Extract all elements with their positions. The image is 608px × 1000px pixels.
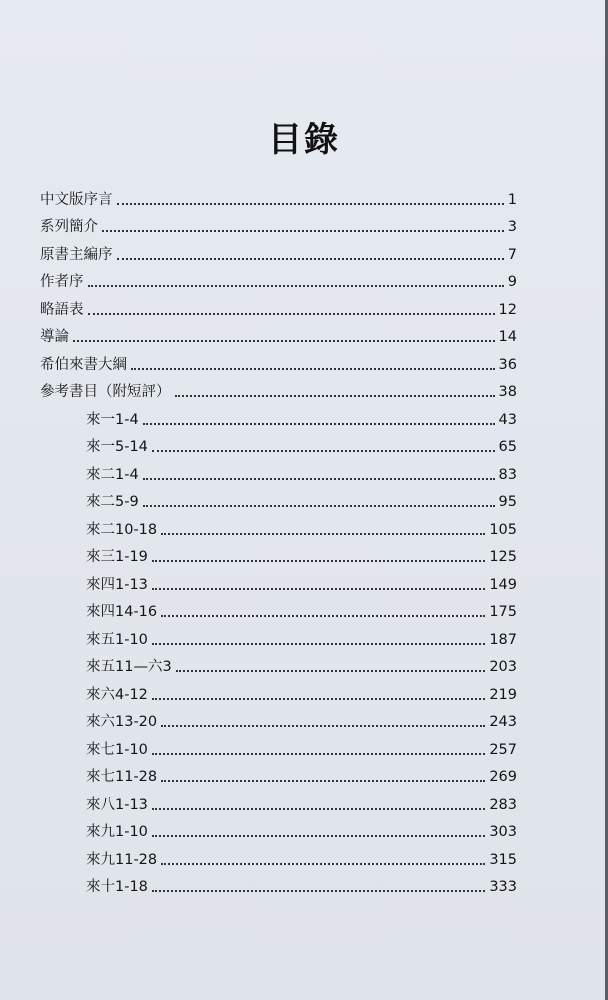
toc-entry-page-number: 125 [489,549,517,565]
toc-entry-page-number: 36 [498,356,517,373]
toc-entry-page-number: 83 [498,466,517,483]
toc-entry [86,621,517,649]
dot-leader [175,395,495,397]
dot-leader [152,808,485,810]
dot-leader [152,588,485,590]
dot-leader [143,505,495,507]
toc-entry [40,209,517,237]
dot-leader [117,258,504,260]
toc-entry-page-number: 9 [507,274,517,290]
dot-leader [143,478,495,480]
toc-entry-label: 參考書目（附短評） [40,384,171,400]
toc-entry [86,649,517,677]
dot-leader [161,533,485,535]
dot-leader [102,230,504,232]
toc-entry-page-number: 12 [498,301,517,318]
dot-leader [152,890,485,892]
toc-entry [40,346,517,374]
toc-entry-page-number: 14 [498,329,517,345]
toc-entry-page-number: 303 [489,824,517,840]
toc-entry-label: 來十1-18 [86,879,148,895]
toc-entry [40,181,517,209]
table-of-contents [0,181,608,896]
dot-leader [88,313,495,315]
toc-entry [86,731,517,759]
toc-entry-page-number: 187 [489,631,517,648]
toc-entry-label: 來五1-10 [86,631,148,648]
toc-entry-page-number: 257 [489,741,517,758]
toc-entry-label: 中文版序言 [40,191,113,208]
toc-entry-label: 系列簡介 [40,219,98,235]
dot-leader [161,780,485,782]
dot-leader [161,615,485,617]
dot-leader [152,450,495,452]
toc-entry [86,566,517,594]
toc-entry-label: 略語表 [40,301,84,318]
toc-entry-label: 來四1-13 [86,576,148,593]
toc-entry-label: 來二10-18 [86,521,158,538]
toc-entry [86,484,517,512]
toc-entry-label: 原書主編序 [40,246,113,263]
toc-entry-page-number: 149 [489,576,517,593]
toc-entry-page-number: 243 [489,714,517,730]
toc-entry-page-number: 95 [498,494,517,510]
toc-entry-page-number: 1 [507,191,517,208]
dot-leader [152,835,485,837]
toc-entry [86,594,517,622]
toc-entry-page-number: 3 [507,219,517,235]
toc-entry-page-number: 43 [498,411,517,428]
toc-entry [40,319,517,347]
dot-leader [161,863,485,865]
toc-entry-label: 來七11-28 [86,769,158,785]
toc-entry [86,869,517,897]
toc-entry-label: 來二5-9 [86,494,139,510]
toc-entry [40,291,517,319]
toc-entry-page-number: 105 [489,521,517,538]
toc-entry-label: 來六4-12 [86,686,148,703]
toc-entry-page-number: 283 [489,796,517,813]
toc-entry-label: 導論 [40,329,69,345]
toc-entry-page-number: 315 [489,851,517,868]
toc-entry-label: 來九11-28 [86,851,158,868]
toc-entry [86,401,517,429]
toc-entry [86,676,517,704]
toc-entry-page-number: 7 [507,246,517,263]
dot-leader [131,368,495,370]
toc-entry-page-number: 38 [498,384,517,400]
toc-entry-page-number: 65 [498,439,517,455]
toc-entry-page-number: 269 [489,769,517,785]
toc-entry-label: 作者序 [40,274,84,290]
dot-leader [161,725,485,727]
dot-leader [117,203,504,205]
dot-leader [152,753,485,755]
dot-leader [143,423,495,425]
toc-entry-label: 希伯來書大綱 [40,356,127,373]
toc-entry-page-number: 175 [489,604,517,620]
toc-entry [86,814,517,842]
dot-leader [88,285,504,287]
dot-leader [152,698,485,700]
toc-entry [86,456,517,484]
toc-entry [40,264,517,292]
page-title: 目錄 [268,120,340,160]
toc-entry [40,374,517,402]
toc-entry-label: 來三1-19 [86,549,148,565]
toc-entry [86,786,517,814]
toc-entry-label: 來五11—六3 [86,659,172,675]
toc-entry [86,429,517,457]
toc-entry-label: 來六13-20 [86,714,158,730]
toc-entry [86,841,517,869]
toc-entry-page-number: 219 [489,686,517,703]
dot-leader [152,643,485,645]
toc-entry [86,511,517,539]
toc-entry [40,236,517,264]
toc-entry-label: 來七1-10 [86,741,148,758]
toc-entry [86,539,517,567]
toc-entry-page-number: 203 [489,659,517,675]
toc-entry-label: 來一1-4 [86,411,139,428]
toc-entry [86,704,517,732]
dot-leader [176,670,486,672]
toc-entry [86,759,517,787]
toc-entry-page-number: 333 [489,879,517,895]
toc-entry-label: 來八1-13 [86,796,148,813]
toc-entry-label: 來四14-16 [86,604,158,620]
toc-entry-label: 來一5-14 [86,439,148,455]
dot-leader [152,560,485,562]
toc-entry-label: 來九1-10 [86,824,148,840]
dot-leader [73,340,495,342]
toc-entry-label: 來二1-4 [86,466,139,483]
